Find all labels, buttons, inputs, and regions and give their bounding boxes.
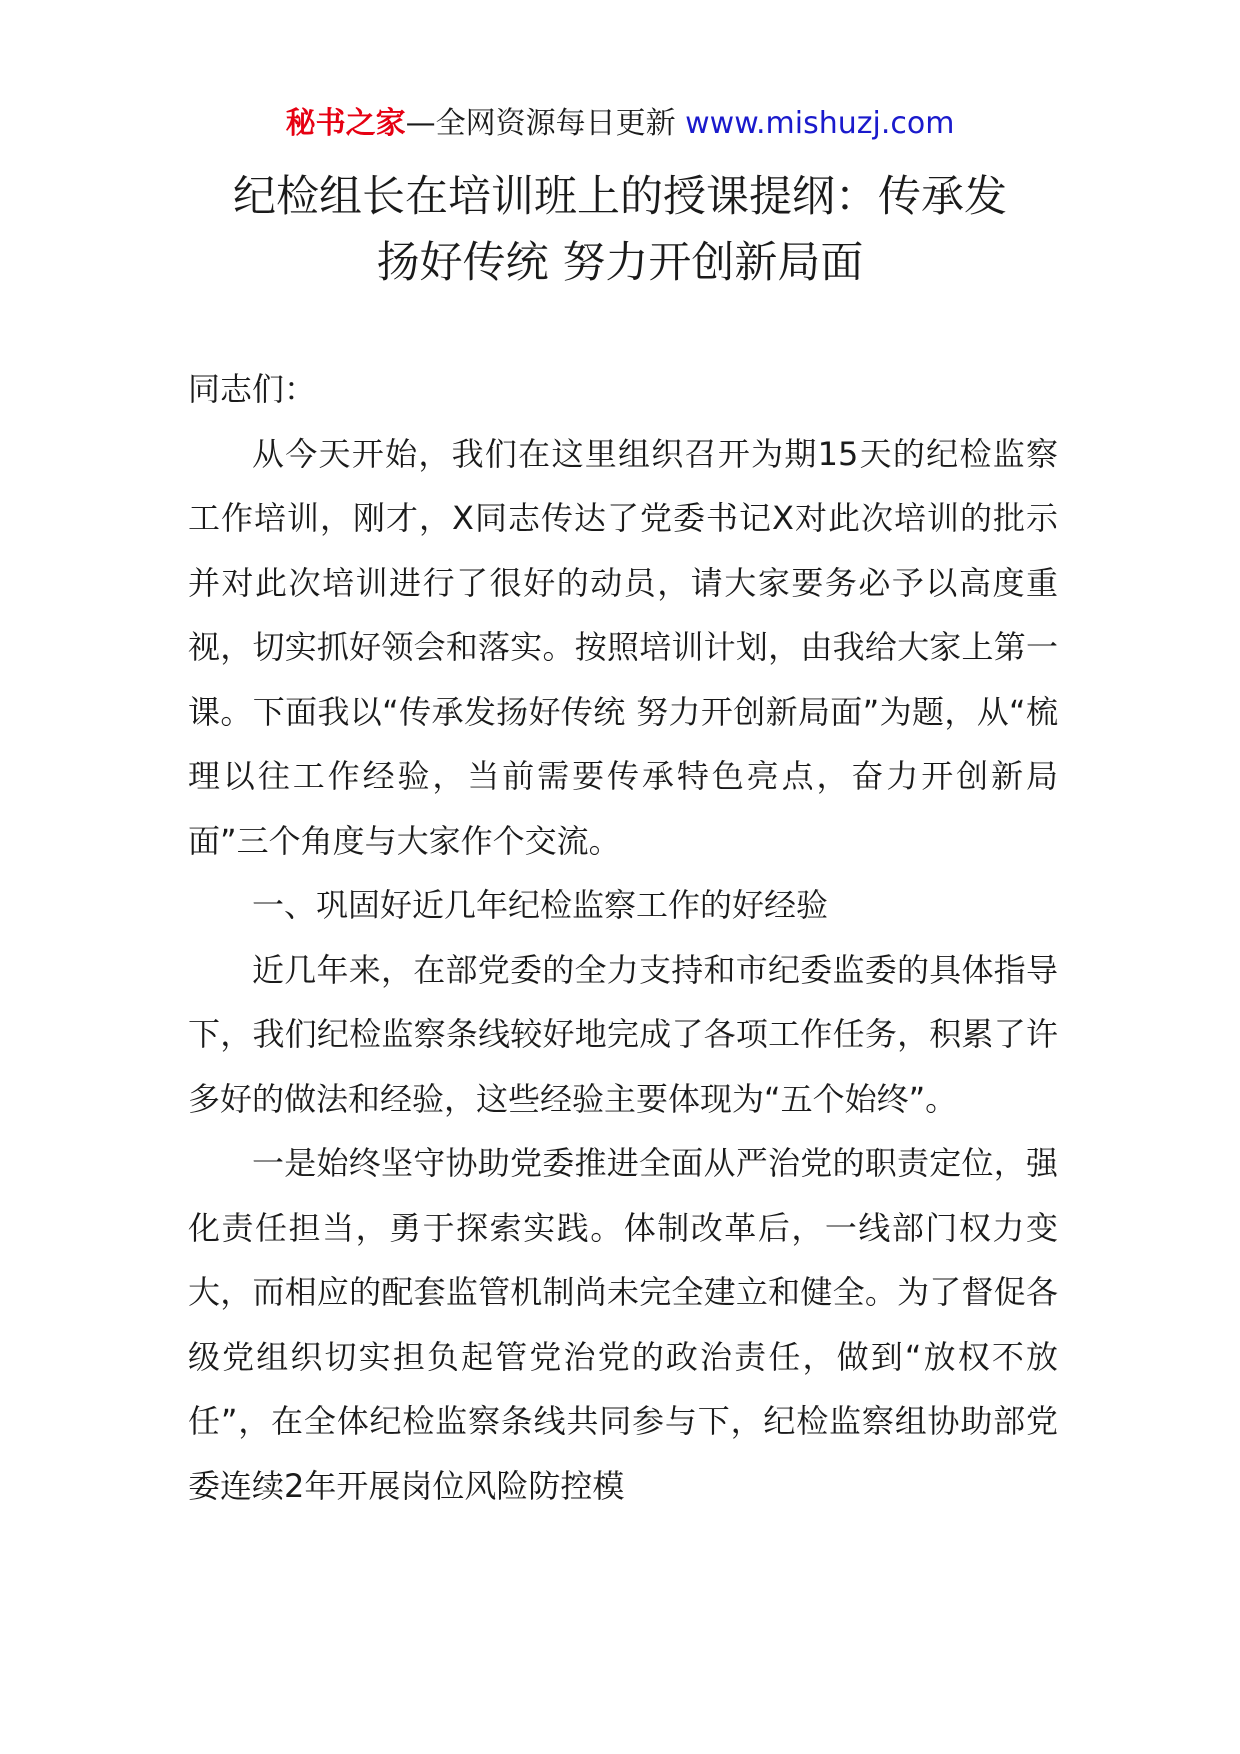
section-heading-1: 一、巩固好近几年纪检监察工作的好经验	[252, 886, 829, 924]
site-header	[0, 104, 1240, 144]
paragraph-point-1: 一是始终坚守协助党委推进全面从严治党的职责定位，强化责任担当，勇于探索实践。体制改革后，一线部门权力变大，而相应的配套监管机制尚未完全建立和健全。为了督促各级党组织切实担负起管党治党的政治责任，做到“放权不放任”，在全体纪检监察条线共同参与下，纪检监察组协助部党委连续2年开展岗位风险防控模	[188, 1144, 1058, 1505]
title-line-1: 纪检组长在培训班上的授课提纲：传承发	[233, 172, 1007, 222]
title-line-2: 扬好传统 努力开创新局面	[376, 238, 864, 288]
site-url-link[interactable]: www.mishuzj.com	[685, 106, 955, 141]
document-title	[0, 164, 1240, 296]
document-body	[188, 357, 1058, 1518]
paragraph-intro: 从今天开始，我们在这里组织召开为期15天的纪检监察工作培训，刚才，X同志传达了党委书记X对此次培训的批示并对此次培训进行了很好的动员，请大家要务必予以高度重视，切实抓好领会和落实。按照培训计划，由我给大家上第一课。下面我以“传承发扬好传统 努力开创新局面”为题，从“梳理以往工作经验，当前需要传承特色亮点，奋力开创新局面”三个角度与大家作个交流。	[188, 434, 1058, 860]
greeting: 同志们：	[188, 370, 317, 408]
site-name: 秘书之家	[285, 106, 406, 141]
site-tagline: —全网资源每日更新	[405, 106, 676, 141]
paragraph-experience: 近几年来，在部党委的全力支持和市纪委监委的具体指导下，我们纪检监察条线较好地完成了各项工作任务，积累了许多好的做法和经验，这些经验主要体现为“五个始终”。	[188, 950, 1058, 1118]
